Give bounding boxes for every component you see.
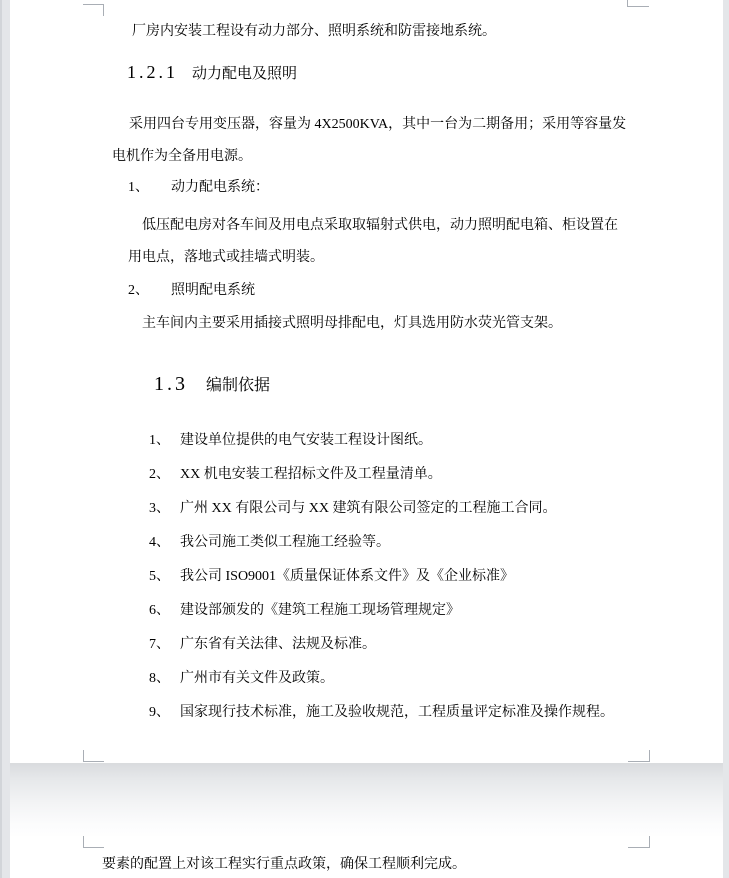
lighting-paragraph[interactable]: 主车间内主要采用插接式照明母排配电，灯具选用防水荧光管支架。 [142, 316, 562, 331]
lighting-system-item-text: 照明配电系统 [171, 283, 255, 298]
transformer-paragraph-line1[interactable]: 采用四台专用变压器，容量为 4X2500KVA，其中一台为二期备用；采用等容量发 [129, 117, 627, 132]
reference-item-9-text: 国家现行技术标准，施工及验收规范，工程质量评定标准及操作规程。 [180, 705, 614, 720]
reference-item-7[interactable] [149, 637, 376, 652]
page-1[interactable] [10, 0, 723, 763]
reference-item-3-text: 广州 XX 有限公司与 XX 建筑有限公司签定的工程施工合同。 [180, 501, 557, 516]
reference-item-5[interactable] [149, 569, 514, 584]
power-system-item-text: 动力配电系统： [171, 180, 269, 195]
crop-mark-page1-top-left-v [103, 4, 104, 16]
heading-1-3[interactable] [154, 372, 270, 396]
reference-item-4-text: 我公司施工类似工程施工经验等。 [180, 535, 390, 550]
reference-item-4-number: 4、 [149, 535, 170, 550]
heading-1-2-1-title: 动力配电及照明 [192, 66, 298, 82]
reference-item-1-text: 建设单位提供的电气安装工程设计图纸。 [180, 433, 432, 448]
reference-item-6-text: 建设部颁发的《建筑工程施工现场管理规定》 [180, 603, 460, 618]
reference-item-4[interactable] [149, 535, 390, 550]
power-paragraph-line1[interactable]: 低压配电房对各车间及用电点采取取辐射式供电，动力照明配电箱、柜设置在 [142, 218, 618, 233]
reference-item-1-number: 1、 [149, 433, 170, 448]
reference-item-3[interactable] [149, 501, 556, 516]
page2-first-line[interactable]: 要素的配置上对该工程实行重点政策，确保工程顺利完成。 [102, 857, 466, 872]
reference-item-8[interactable] [149, 671, 334, 686]
reference-item-8-text: 广州市有关文件及政策。 [180, 671, 334, 686]
heading-1-3-title: 编制依据 [206, 377, 271, 394]
reference-item-1[interactable] [149, 433, 432, 448]
crop-mark-page2-top-left-h [83, 847, 104, 848]
crop-mark-page2-top-right-h [628, 847, 650, 848]
heading-1-2-1-number: 1.2.1 [127, 62, 178, 82]
lighting-system-item-number: 2、 [128, 283, 149, 298]
reference-item-9[interactable] [149, 705, 614, 720]
reference-item-7-number: 7、 [149, 637, 170, 652]
crop-mark-page1-bottom-left-h [83, 761, 104, 762]
reference-item-5-text: 我公司 ISO9001《质量保证体系文件》及《企业标准》 [180, 569, 515, 584]
crop-mark-page1-top-right-h [627, 6, 649, 7]
intro-paragraph[interactable]: 厂房内安装工程设有动力部分、照明系统和防雷接地系统。 [132, 24, 496, 39]
reference-item-2-text: XX 机电安装工程招标文件及工程量清单。 [180, 467, 442, 482]
reference-item-6[interactable] [149, 603, 460, 618]
power-paragraph-line2[interactable]: 用电点，落地式或挂墙式明装。 [128, 250, 324, 265]
reference-item-3-number: 3、 [149, 501, 170, 516]
reference-item-9-number: 9、 [149, 705, 170, 720]
power-system-item[interactable] [128, 180, 269, 195]
transformer-paragraph-line2[interactable]: 电机作为全备用电源。 [112, 149, 252, 164]
heading-1-2-1[interactable] [127, 62, 297, 83]
reference-item-6-number: 6、 [149, 603, 170, 618]
reference-item-2-number: 2、 [149, 467, 170, 482]
page-2[interactable] [10, 836, 723, 878]
power-system-item-number: 1、 [128, 180, 149, 195]
reference-item-2[interactable] [149, 467, 442, 482]
reference-item-5-number: 5、 [149, 569, 170, 584]
crop-mark-page1-bottom-right-h [628, 761, 650, 762]
reference-item-7-text: 广东省有关法律、法规及标准。 [180, 637, 376, 652]
crop-mark-page1-top-left-h [83, 4, 104, 5]
page-break-gap [10, 763, 723, 836]
heading-1-3-number: 1.3 [154, 373, 188, 395]
reference-item-8-number: 8、 [149, 671, 170, 686]
lighting-system-item[interactable] [128, 283, 255, 298]
